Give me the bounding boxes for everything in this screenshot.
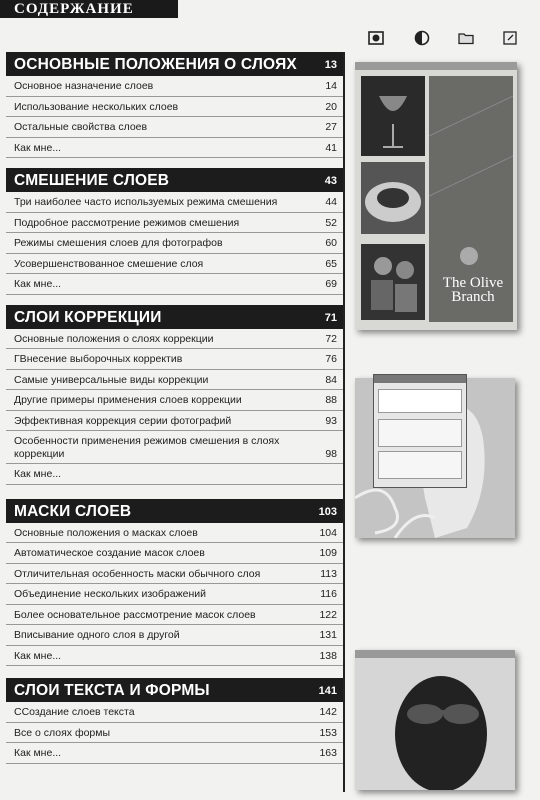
layers-panel-screenshot xyxy=(355,378,515,538)
entry-title: Подробное рассмотрение режимов смешения xyxy=(14,216,240,229)
toc-entry[interactable] xyxy=(6,370,343,391)
entry-title: Основные положения о слоях коррекции xyxy=(14,332,214,345)
section-header[interactable] xyxy=(6,52,343,76)
entry-title: Как мне... xyxy=(14,278,62,290)
section-header[interactable] xyxy=(6,499,343,523)
toc-entry[interactable] xyxy=(6,329,343,350)
entry-page-number: 14 xyxy=(325,80,337,92)
diners-photo xyxy=(361,244,425,320)
toc-list xyxy=(0,52,343,764)
toc-entry[interactable] xyxy=(6,646,343,667)
portrait-screenshot xyxy=(355,650,515,790)
entry-title: ГВнесение выборочных корректив xyxy=(14,353,183,365)
toc-entry[interactable] xyxy=(6,76,343,97)
toc-entry[interactable] xyxy=(6,464,343,485)
entry-title: Объединение нескольких изображений xyxy=(14,588,206,600)
entry-page-number: 27 xyxy=(325,121,337,133)
section-page-number: 141 xyxy=(318,685,337,697)
section-header[interactable] xyxy=(6,678,343,702)
entry-title: Усовершенствованное смешение слоя xyxy=(14,257,204,270)
entry-title: Три наиболее часто используемых режима смешения xyxy=(14,196,278,208)
toc-section xyxy=(0,678,343,764)
section-page-number: 71 xyxy=(324,311,337,324)
entry-page-number: 44 xyxy=(325,196,337,208)
layers-panel xyxy=(373,374,467,488)
toolbar-icons xyxy=(368,30,528,50)
entry-title: Самые универсальные виды коррекции xyxy=(14,373,209,386)
entry-page-number: 41 xyxy=(325,141,337,154)
header-white xyxy=(178,0,540,18)
entry-title: Основное назначение слоев xyxy=(14,80,154,92)
olive-branch-panel xyxy=(429,76,513,322)
entry-page-number: 142 xyxy=(319,706,337,718)
entry-title: Эффективная коррекция серии фотографий xyxy=(14,414,232,427)
toc-entry[interactable] xyxy=(6,274,343,295)
toc-entry[interactable] xyxy=(6,543,343,564)
toc-entry[interactable] xyxy=(6,192,343,213)
entry-page-number: 131 xyxy=(319,629,337,641)
entry-title: Отличительная особенность маски обычного слоя xyxy=(14,567,261,580)
layer-mask-icon xyxy=(368,30,384,46)
entry-page-number: 122 xyxy=(319,608,337,621)
entry-title: Как мне... xyxy=(14,141,62,154)
toc-section xyxy=(0,305,343,485)
steak-photo xyxy=(361,162,425,234)
section-page-number: 43 xyxy=(324,175,337,187)
entry-page-number: 98 xyxy=(325,447,337,460)
section-title: ОСНОВНЫЕ ПОЛОЖЕНИЯ О СЛОЯХ xyxy=(14,56,297,73)
toc-entry[interactable] xyxy=(6,523,343,544)
toc-entry[interactable] xyxy=(6,564,343,585)
entry-page-number: 138 xyxy=(319,649,337,662)
page-title: СОДЕРЖАНИЕ xyxy=(14,1,134,17)
section-title: СЛОИ КОРРЕКЦИИ xyxy=(14,308,162,326)
entry-page-number: 52 xyxy=(325,216,337,229)
toc-entry[interactable] xyxy=(6,254,343,275)
olive-branch-screenshot xyxy=(355,62,517,330)
toc-entry[interactable] xyxy=(6,584,343,605)
section-title: СМЕШЕНИЕ СЛОЕВ xyxy=(14,172,170,189)
section-header[interactable] xyxy=(6,305,343,329)
toc-entry[interactable] xyxy=(6,411,343,432)
entry-title: Использование нескольких слоев xyxy=(14,100,179,113)
entry-page-number: 116 xyxy=(320,588,337,600)
entry-page-number: 72 xyxy=(325,332,337,345)
toc-entry[interactable] xyxy=(6,213,343,234)
toc-entry[interactable] xyxy=(6,97,343,118)
toc-entry[interactable] xyxy=(6,390,343,411)
toc-entry[interactable] xyxy=(6,605,343,626)
entry-page-number: 113 xyxy=(320,567,337,580)
entry-title: Более основательное рассмотрение масок слоев xyxy=(14,608,256,621)
toc-entry[interactable] xyxy=(6,117,343,138)
entry-page-number: 84 xyxy=(325,373,337,386)
toc-section xyxy=(0,499,343,667)
section-page-number: 103 xyxy=(318,505,337,518)
entry-page-number: 60 xyxy=(325,237,337,249)
toc-entry[interactable] xyxy=(6,431,343,464)
adjustment-icon xyxy=(414,30,430,46)
entry-title: Как мне... xyxy=(14,649,62,662)
entry-title: Основные положения о масках слоев xyxy=(14,526,198,539)
toc-entry[interactable] xyxy=(6,233,343,254)
entry-page-number: 76 xyxy=(325,353,337,365)
toc-entry[interactable] xyxy=(6,349,343,370)
folder-icon xyxy=(458,30,474,46)
entry-page-number: 104 xyxy=(319,526,337,539)
entry-title: Как мне... xyxy=(14,747,62,759)
entry-title: Автоматическое создание масок слоев xyxy=(14,547,205,559)
entry-page-number: 109 xyxy=(319,547,337,559)
entry-title: Режимы смешения слоев для фотографов xyxy=(14,237,223,249)
entry-title: Все о слоях формы xyxy=(14,726,111,739)
toc-section xyxy=(0,168,343,295)
column-divider xyxy=(343,52,345,792)
section-header[interactable] xyxy=(6,168,343,192)
section-page-number: 13 xyxy=(324,59,337,71)
toc-entry[interactable] xyxy=(6,625,343,646)
entry-page-number: 20 xyxy=(325,100,337,113)
entry-title: Остальные свойства слоев xyxy=(14,121,148,133)
entry-title: Вписывание одного слоя в другой xyxy=(14,629,180,641)
entry-title: Другие примеры применения слоев коррекции xyxy=(14,394,242,406)
olive-branch-logo-text: The Olive Branch xyxy=(442,275,504,305)
section-title: МАСКИ СЛОЕВ xyxy=(14,502,132,520)
portrait-photo xyxy=(355,650,515,790)
entry-page-number: 163 xyxy=(319,747,337,759)
header-slant xyxy=(160,0,178,18)
toc-entry[interactable] xyxy=(6,702,343,723)
entry-title: Как мне... xyxy=(14,468,62,480)
entry-page-number: 69 xyxy=(325,278,337,290)
entry-page-number: 93 xyxy=(325,414,337,427)
toc-entry[interactable] xyxy=(6,723,343,744)
toc-entry[interactable] xyxy=(6,743,343,764)
section-title: СЛОИ ТЕКСТА И ФОРМЫ xyxy=(14,682,210,699)
entry-page-number: 88 xyxy=(325,394,337,406)
entry-title: Особенности применения режимов смешения в слоях коррекции xyxy=(14,435,280,460)
entry-page-number: 153 xyxy=(319,726,337,739)
wine-glass-photo xyxy=(361,76,425,156)
entry-title: ССоздание слоев текста xyxy=(14,706,135,718)
new-layer-icon xyxy=(502,30,518,46)
toc-entry[interactable] xyxy=(6,138,343,159)
page-footer xyxy=(0,790,540,800)
toc-section xyxy=(0,52,343,158)
entry-page-number: 65 xyxy=(325,257,337,270)
